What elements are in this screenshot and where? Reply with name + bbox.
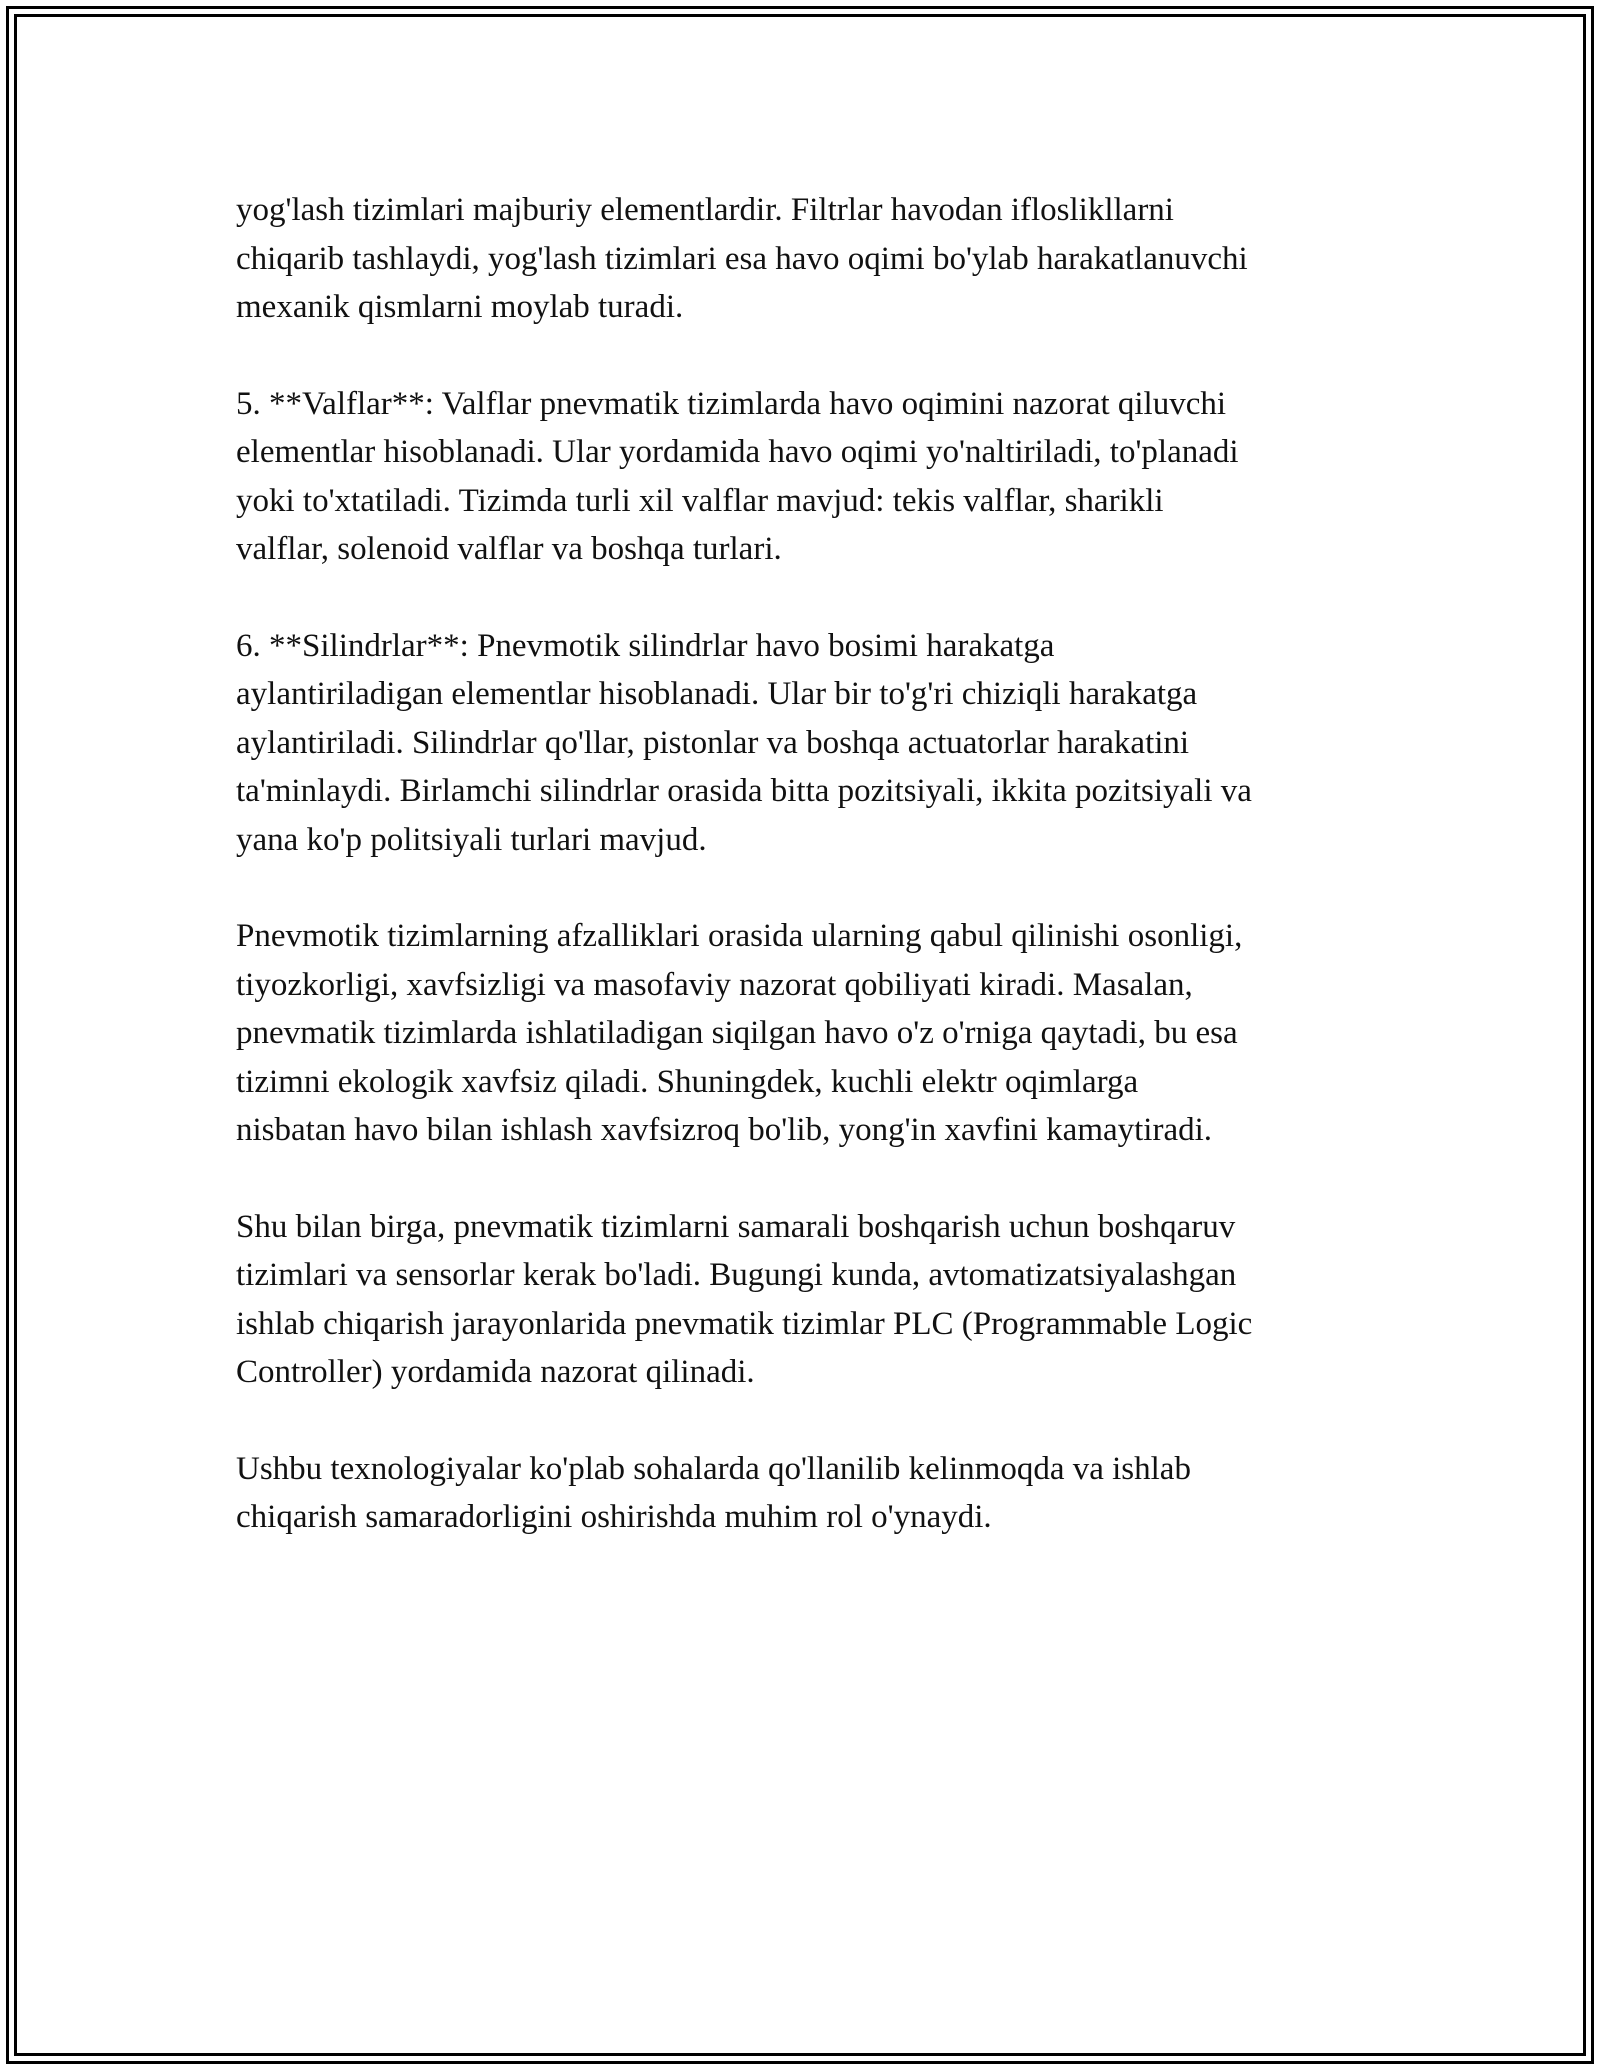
paragraph-valves: 5. **Valflar**: Valflar pnevmatik tizimlarda havo oqimini nazorat qiluvchi elementlar hisoblanadi. Ular yordamida havo oqimi yo'naltiriladi, to'planadi yoki to'xtatiladi. Tizimda turli xil valflar mavjud: tekis valflar, sharikli valflar, solenoid valflar va boshqa turlari. <box>236 385 1239 567</box>
paragraph-conclusion: Ushbu texnologiyalar ko'plab sohalarda qo'llanilib kelinmoqda va ishlab chiqarish samaradorligini oshirishda muhim rol o'ynaydi. <box>236 1450 1191 1535</box>
document-body <box>236 186 1376 1590</box>
paragraph-advantages: Pnevmotik tizimlarning afzalliklari orasida ularning qabul qilinishi osonligi, tiyozkorligi, xavfsizligi va masofaviy nazorat qobiliyati kiradi. Masalan, pnevmatik tizimlarda ishlatiladigan siqilgan havo o'z o'rniga qaytadi, bu esa tizimni ekologik xavfsiz qiladi. Shuningdek, kuchli elektr oqimlarga nisbatan havo bilan ishlash xavfsizroq bo'lib, yong'in xavfini kamaytiradi. <box>236 918 1243 1148</box>
paragraph-cylinders: 6. **Silindrlar**: Pnevmotik silindrlar havo bosimi harakatga aylantiriladigan elementlar hisoblanadi. Ular bir to'g'ri chiziqli harakatga aylantiriladi. Silindrlar qo'llar, pistonlar va boshqa actuatorlar harakatini ta'minlaydi. Birlamchi silindrlar orasida bitta pozitsiyali, ikkita pozitsiyali va yana ko'p politsiyali turlari mavjud. <box>236 627 1252 858</box>
paragraph-control-systems: Shu bilan birga, pnevmatik tizimlarni samarali boshqarish uchun boshqaruv tizimlari va sensorlar kerak bo'ladi. Bugungi kunda, avtomatizatsiyalashgan ishlab chiqarish jarayonlarida pnevmatik tizimlar PLC (Programmable Logic Controller) yordamida nazorat qilinadi. <box>236 1208 1253 1390</box>
paragraph-lubrication: yog'lash tizimlari majburiy elementlardir. Filtrlar havodan ifloslikllarni chiqarib tashlaydi, yog'lash tizimlari esa havo oqimi bo'ylab harakatlanuvchi mexanik qismlarni moylab turadi. <box>236 192 1248 325</box>
